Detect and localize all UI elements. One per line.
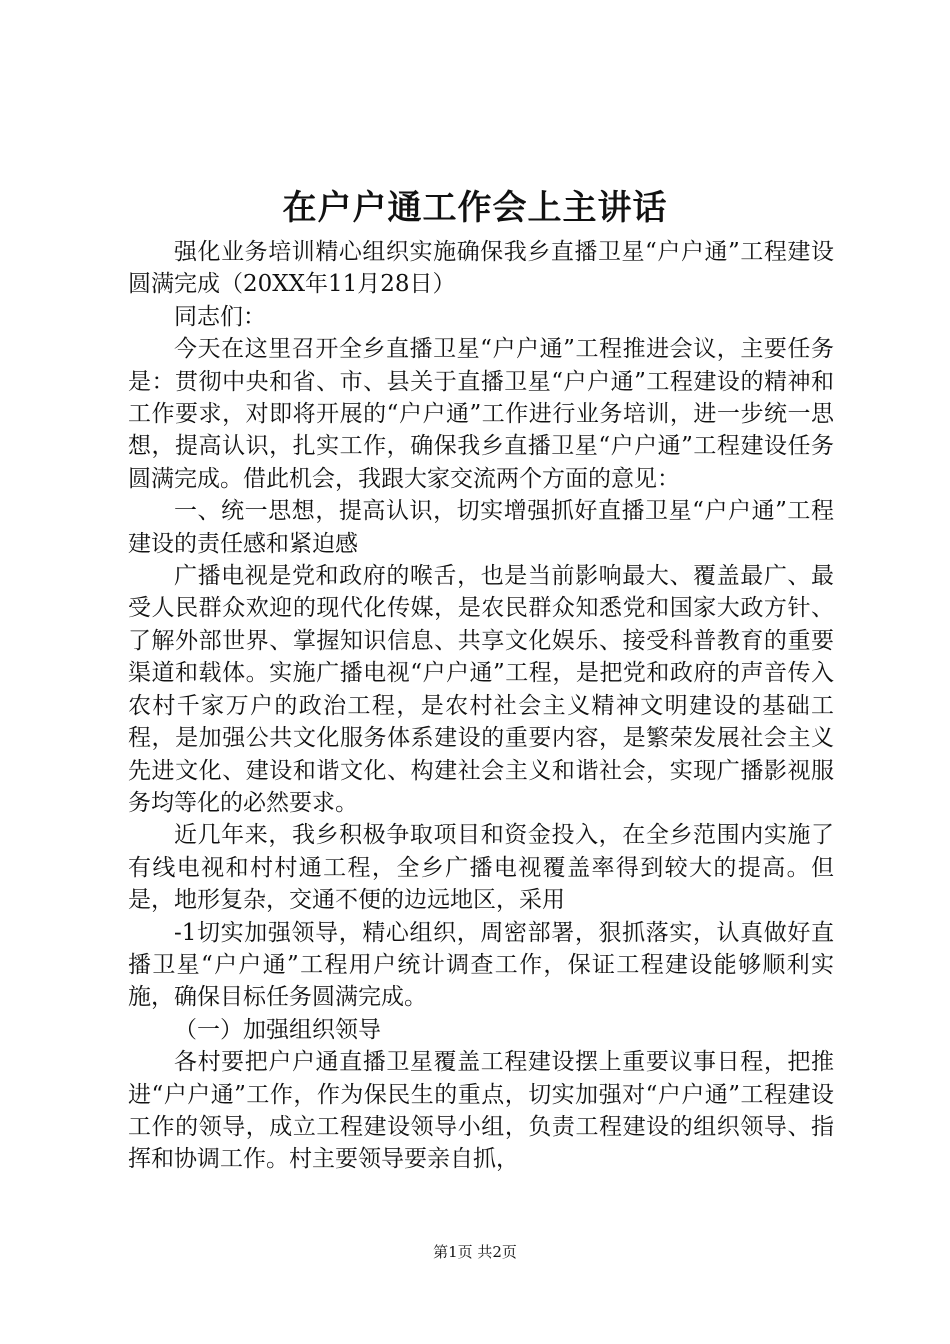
body-paragraph: 今天在这里召开全乡直播卫星“户户通”工程推进会议，主要任务是：贯彻中央和省、市、县关于直播卫星“户户通”工程建设的精神和工作要求，对即将开展的“户户通”工作进行业务培训，进一步统一思想，提高认识，扎实工作，确保我乡直播卫星“户户通”工程建设任务圆满完成。借此机会，我跟大家交流两个方面的意见：: [128, 336, 834, 492]
section-heading: 一、统一思想，提高认识，切实增强抓好直播卫星“户户通”工程建设的责任感和紧迫感: [128, 498, 834, 557]
body-paragraph: 广播电视是党和政府的喉舌，也是当前影响最大、覆盖最广、最受人民群众欢迎的现代化传媒，是农民群众知悉党和国家大政方针、了解外部世界、掌握知识信息、共享文化娱乐、接受科普教育的重要渠道和载体。实施广播电视“户户通”工程，是把党和政府的声音传入农村千家万户的政治工程，是农村社会主义精神文明建设的基础工程，是加强公共文化服务体系建设的重要内容，是繁荣发展社会主义先进文化、建设和谐文化、构建社会主义和谐社会，实现广播影视服务均等化的必然要求。: [128, 563, 834, 816]
salutation-paragraph: 同志们：: [174, 303, 266, 330]
body-paragraph: 近几年来，我乡积极争取项目和资金投入，在全乡范围内实施了有线电视和村村通工程，全乡广播电视覆盖率得到较大的提高。但是，地形复杂，交通不便的边远地区，采用: [128, 822, 834, 914]
subsection-heading: （一）加强组织领导: [174, 1016, 381, 1043]
page-number-footer: 第1页 共2页: [433, 1243, 517, 1261]
body-paragraph: 各村要把户户通直播卫星覆盖工程建设摆上重要议事日程，把推进“户户通”工作，作为保民生的重点，切实加强对“户户通”工程建设工作的领导，成立工程建设领导小组，负责工程建设的组织领导、指挥和协调工作。村主要领导要亲自抓，: [128, 1049, 834, 1173]
document-body: [128, 236, 834, 1176]
subtitle-paragraph: 强化业务培训精心组织实施确保我乡直播卫星“户户通”工程建设圆满完成（20XX年11月28日）: [128, 239, 834, 298]
body-paragraph: -1切实加强领导，精心组织，周密部署，狠抓落实，认真做好直播卫星“户户通”工程用户统计调查工作，保证工程建设能够顺利实施，确保目标任务圆满完成。: [128, 919, 834, 1011]
document-title: 在户户通工作会上主讲话: [282, 188, 668, 228]
